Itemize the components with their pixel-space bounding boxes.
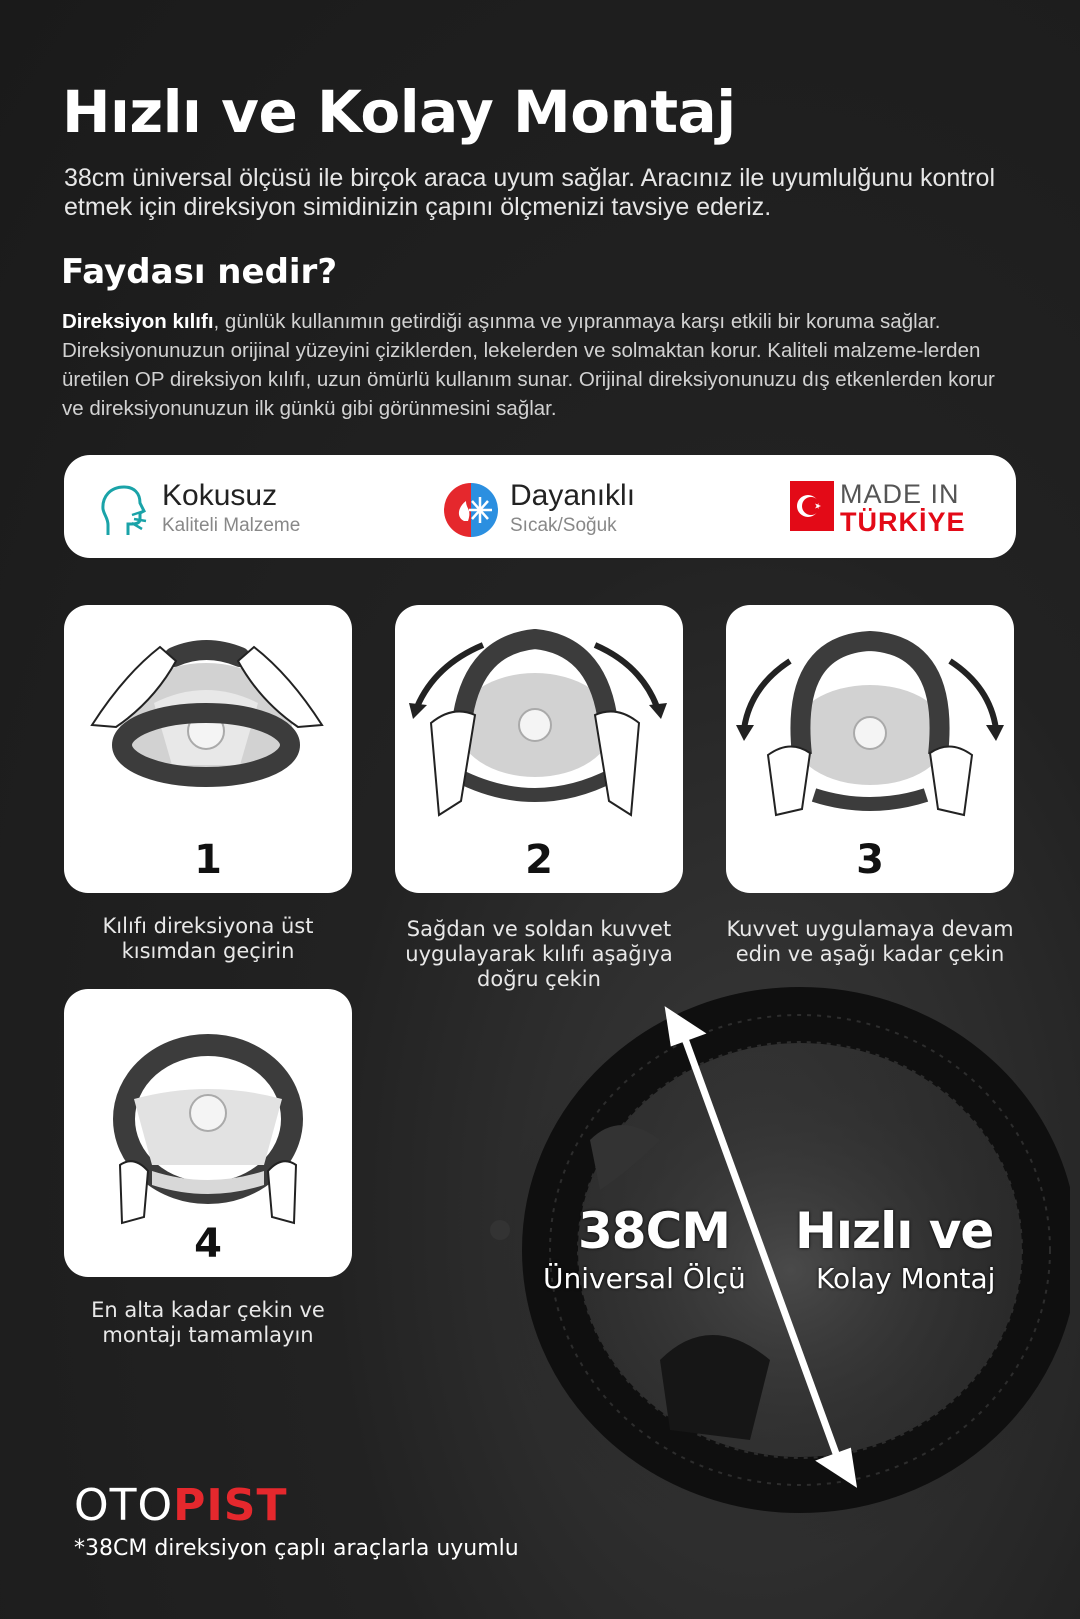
turkey-flag-icon (790, 481, 834, 531)
feature-bar (64, 455, 1016, 558)
step-number: 1 (194, 837, 222, 883)
step-caption: Kuvvet uygulamaya devam edin ve aşağı kadar çekin (726, 917, 1014, 966)
step-card-2 (395, 605, 683, 893)
brand-logo (74, 1480, 287, 1531)
benefit-text (62, 307, 1022, 423)
size-sublabel: Üniversal Ölçü (543, 1262, 746, 1295)
benefit-heading: Faydası nedir? (61, 252, 338, 292)
feature-subtitle: Sıcak/Soğuk (510, 515, 617, 536)
made-in-label: MADE IN (840, 479, 960, 509)
page-title: Hızlı ve Kolay Montaj (62, 78, 736, 146)
benefit-body: , günlük kullanımın getirdiği aşınma ve yıpranmaya karşı etkili bir koruma sağlar. Direksiyonunuzun orijinal yüzeyini çiziklerden, lekelerden ve solmaktan korur. Kaliteli malzeme-lerden üretilen OP direksiyon kılıfı, uzun ömürlü kullanım sunar. Orijinal direksiyonunuzu dış etkenlerden korur ve direksiyonunuzun ilk günkü gibi görünmesini sağlar. (62, 310, 995, 420)
fast-label: Hızlı ve (795, 1202, 994, 1260)
step-caption: Kılıfı direksiyona üst kısımdan geçirin (102, 914, 314, 963)
benefit-lead: Direksiyon kılıfı (62, 310, 214, 333)
step-number: 4 (194, 1221, 222, 1267)
hot-cold-icon (442, 481, 500, 539)
step-card-4 (64, 989, 352, 1277)
brand-part-1: OTO (74, 1480, 174, 1531)
footnote: *38CM direksiyon çaplı araçlarla uyumlu (74, 1536, 519, 1561)
size-label: 38CM (578, 1202, 731, 1260)
country-label: TÜRKİYE (840, 507, 966, 537)
fast-sublabel: Kolay Montaj (816, 1262, 996, 1295)
step-card-1 (64, 605, 352, 893)
intro-text: 38cm üniversal ölçüsü ile birçok araca uyum sağlar. Aracınız ile uyumlulğunu kontrol etmek için direksiyon simidinizin çapını ölçmenizi tavsiye ederiz. (64, 164, 996, 221)
step-card-3 (726, 605, 1014, 893)
feature-subtitle: Kaliteli Malzeme (162, 515, 301, 536)
step-caption: En alta kadar çekin ve montajı tamamlayın (91, 1298, 325, 1347)
step-number: 3 (856, 837, 884, 883)
feature-title: Kokusuz (162, 479, 278, 512)
step-number: 2 (525, 837, 553, 883)
head-breath-icon (94, 481, 152, 539)
step-caption: Sağdan ve soldan kuvvet uygulayarak kılıfı aşağıya doğru çekin (405, 917, 673, 991)
feature-title: Dayanıklı (510, 479, 636, 512)
brand-part-2: PIST (173, 1480, 288, 1531)
